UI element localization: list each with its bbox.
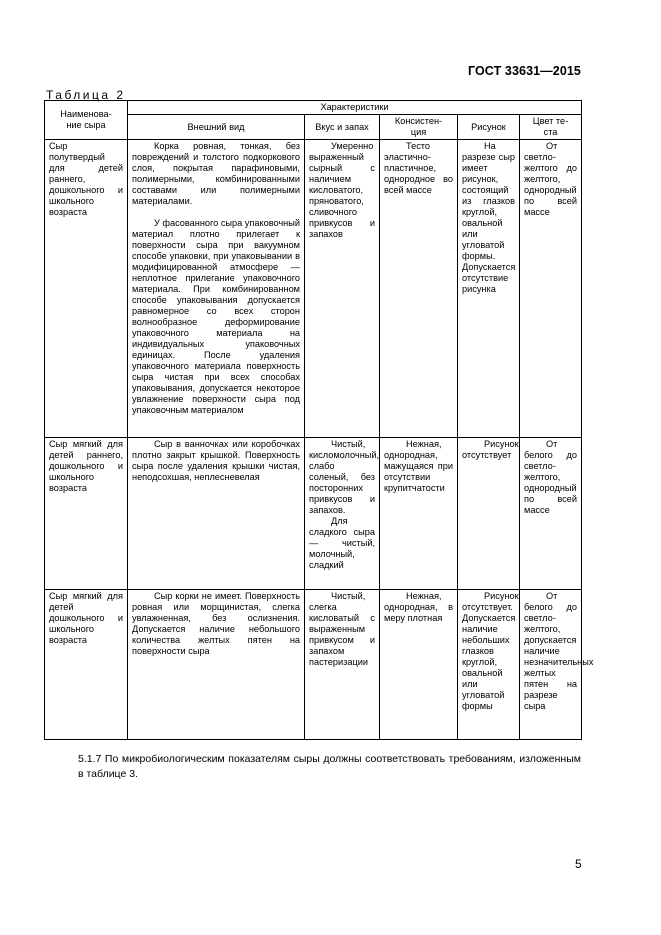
cell-name: Сыр полутвердый для детей раннего, дошкольного и школьного возраста xyxy=(45,140,128,438)
cell-pattern: Рисунок отсутствует. Допускается наличие небольших глазков круглой, овальной или угловатой формы xyxy=(458,590,520,740)
cell-pattern: На разрезе сыр имеет рисунок, состоящий из глазков круглой, овальной или угловатой формы. Допускается отсутствие рисунка xyxy=(458,140,520,438)
cell-appearance: Сыр в ванночках или коробочках плотно закрыт крышкой. Поверхность сыра после удаления крышки чистая, неподсохшая, неплесневелая xyxy=(128,438,305,590)
table-header-row-1 xyxy=(45,101,582,115)
col-header-taste: Вкус и запах xyxy=(305,115,380,140)
col-header-color: Цвет те- ста xyxy=(520,115,582,140)
characteristics-table xyxy=(44,100,594,740)
cell-consistency: Нежная, однородная, в меру плотная xyxy=(380,590,458,740)
cell-color: От белого до светло-желтого, допускается наличие незначительных желтых пятен на разрезе сыра xyxy=(520,590,582,740)
paragraph-5-1-7: 5.1.7 По микробиологическим показателям сыры должны соответствовать требованиям, изложенным в таблице 3. xyxy=(78,753,581,780)
cell-pattern: Рисунок отсутствует xyxy=(458,438,520,590)
cell-name: Сыр мягкий для детей раннего, дошкольного и школьного возраста xyxy=(45,438,128,590)
cell-appearance: Сыр корки не имеет. Поверхность ровная или морщинистая, слегка увлажненная, без ослизнения. Допускается наличие небольшого количества желтых пятен на поверхности сыра xyxy=(128,590,305,740)
cell-taste: Чистый, слегка кисловатый с выраженным привкусом и запахом пастеризации xyxy=(305,590,380,740)
cell-color: От белого до светло-желтого, однородный по всей массе xyxy=(520,438,582,590)
table-row xyxy=(45,438,582,590)
col-header-name: Наименова- ние сыра xyxy=(45,101,128,140)
cell-taste: Чистый, кисломолочный, слабо соленый, без посторонних привкусов и запахов. Для сладкого сыра — чистый, молочный, сладкий xyxy=(305,438,380,590)
col-header-group: Характеристики xyxy=(128,101,582,115)
col-header-appearance: Внешний вид xyxy=(128,115,305,140)
page-number: 5 xyxy=(575,857,582,871)
document-standard-code: ГОСТ 33631—2015 xyxy=(467,64,581,78)
cell-consistency: Тесто эластично-пластичное, однородное во всей массе xyxy=(380,140,458,438)
table-row xyxy=(45,140,582,438)
table-row xyxy=(45,590,582,740)
cell-appearance: Корка ровная, тонкая, без повреждений и толстого подкоркового слоя, покрытая парафиновыми, полимерными, комбинированными составами или полимерными материалами. У фасованного сыра упаковочный материал плотно прилегает к поверхности сыра при вакуумном способе упаковки, при упаковывании в модифицированной атмосфере — неплотное прилегание упаковочного материала. При комбинированном способе упаковывания допускается равномерное со всех сторон волнообразное деформирование упаковочного материала на индивидуальных упаковочных единицах. После удаления упаковочного материала поверхность сыра чистая при всех способах упаковывания, допускается некоторое увлажнение поверхности сыра под упаковочным материалом xyxy=(128,140,305,438)
col-header-pattern: Рисунок xyxy=(458,115,520,140)
table-caption: Таблица 2 xyxy=(46,88,126,102)
cell-name: Сыр мягкий для детей дошкольного и школьного возраста xyxy=(45,590,128,740)
cell-color: От светло-желтого до желтого, однородный по всей массе xyxy=(520,140,582,438)
cell-taste: Умеренно выраженный сырный с наличием кисловатого, пряноватого, сливочного привкусов и запахов xyxy=(305,140,380,438)
cell-consistency: Нежная, однородная, мажущаяся при отсутствии крупитчатости xyxy=(380,438,458,590)
col-header-consistency: Консистен- ция xyxy=(380,115,458,140)
